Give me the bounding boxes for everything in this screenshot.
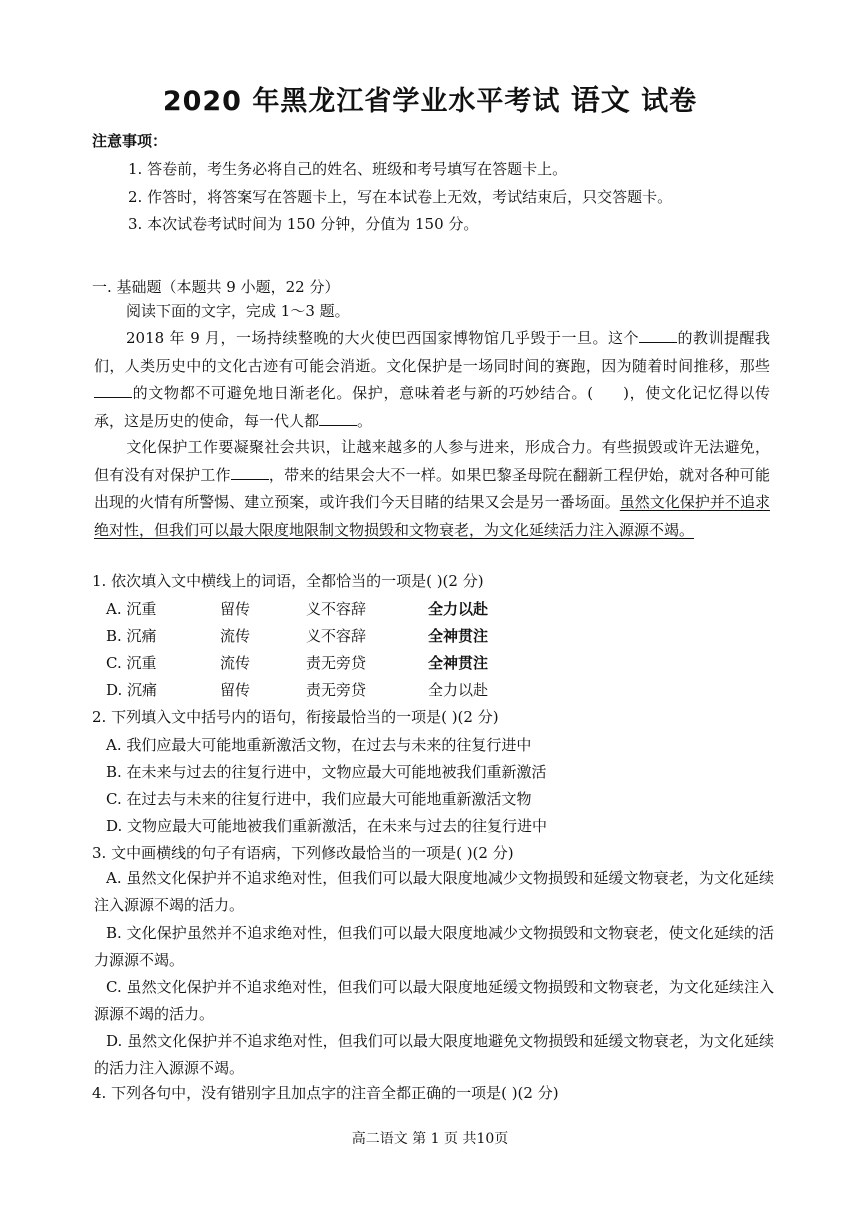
question-4-stem: 4. 下列各句中，没有错别字且加点字的注音全都正确的一项是( )(2 分) (92, 1084, 559, 1102)
question-3-option-c: C. 虽然文化保护并不追求绝对性，但我们可以最大限度地延缓文物损毁和文物衰老，为文化延续注入源源不竭的活力。 (94, 978, 774, 1023)
fill-blank-2 (94, 383, 132, 398)
question-3-option-d: D. 虽然文化保护并不追求绝对性，但我们可以最大限度地避免文物损毁和延缓文物衰老，为文化延续的活力注入源源不竭。 (94, 1032, 774, 1077)
p1-text-e: 。 (357, 411, 373, 430)
question-1-option-c: C. 沉重 流传 责无旁贷 全神贯注 (106, 654, 489, 672)
question-3-stem: 3. 文中画横线的句子有语病，下列修改最恰当的一项是( )(2 分) (92, 844, 514, 862)
title-subject: 语文 (570, 83, 631, 117)
fill-blank-4 (231, 465, 269, 480)
question-1-option-b: B. 沉痛 流传 义不容辞 全神贯注 (106, 627, 489, 645)
reading-instruction (94, 298, 770, 326)
passage-paragraph-2 (94, 434, 770, 544)
title-suffix: 试卷 (630, 86, 698, 117)
p1-text-a: 2018 年 9 月，一场持续整晚的大火使巴西国家博物馆几乎毁于一旦。这个 (126, 329, 639, 347)
question-1-stem: 1. 依次填入文中横线上的词语，全都恰当的一项是( )(2 分) (92, 572, 484, 590)
p1-text-b: 的教训提醒我们，人类历史中的文化古迹有可能会消逝。文化保护是一场同时间的赛跑，因为随着时间推移，那些 (94, 329, 770, 375)
question-2-option-c: C. 在过去与未来的往复行进中，我们应最大可能地重新激活文物 (106, 790, 532, 808)
notice-item-3: 3. 本次试卷考试时间为 150 分钟，分值为 150 分。 (128, 215, 479, 233)
notice-heading: 注意事项： (92, 132, 168, 150)
question-2-option-b: B. 在未来与过去的往复行进中，文物应最大可能地被我们重新激活 (106, 763, 547, 781)
passage-paragraph-1 (94, 325, 770, 435)
title-prefix: 2020 年黑龙江省学业水平考试 (162, 86, 571, 117)
underlined-sentence: 虽然文化保护并不追求绝对性，但我们可以最大限度地限制文物损毁和文物衰老，为文化延续活力注入源源不竭。 (94, 493, 770, 539)
question-1-option-d: D. 沉痛 留传 责无旁贷 全力以赴 (106, 681, 489, 699)
question-3-option-b: B. 文化保护虽然并不追求绝对性，但我们可以最大限度地减少文物损毁和文物衰老，使文化延续的活力源源不竭。 (94, 924, 774, 969)
page-footer: 高二语文 第 1 页 共10页 (351, 1131, 509, 1147)
fill-blank-1 (639, 328, 677, 343)
p1-text-d: )，使文化记忆得以传承，这是历史的使命，每一代人都 (94, 384, 770, 430)
question-1-option-a: A. 沉重 留传 义不容辞 全力以赴 (106, 600, 489, 618)
question-2-option-a: A. 我们应最大可能地重新激活文物，在过去与未来的往复行进中 (106, 736, 532, 754)
question-2-stem: 2. 下列填入文中括号内的语句，衔接最恰当的一项是( )(2 分) (92, 708, 499, 726)
p2-text-b: ，带来的结果会大不一样。如果巴黎圣母院在翻新工程伊始，就对各种可能出现的火情有所警惕、建立预案，或许我们今天目睹的结果又会是另一番场面。 (94, 465, 770, 511)
notice-item-1: 1. 答卷前，考生务必将自己的姓名、班级和考号填写在答题卡上。 (128, 160, 568, 178)
section-heading: 一. 基础题（本题共 9 小题，22 分） (92, 278, 340, 296)
notice-item-2: 2. 作答时，将答案写在答题卡上，写在本试卷上无效，考试结束后，只交答题卡。 (128, 188, 673, 206)
question-3-option-a: A. 虽然文化保护并不追求绝对性，但我们可以最大限度地减少文物损毁和延缓文物衰老，为文化延续注入源源不竭的活力。 (94, 869, 774, 914)
instruction-text: 阅读下面的文字，完成 1～3 题。 (126, 302, 350, 320)
exam-title (0, 78, 860, 119)
p1-text-c: 的文物都不可避免地日渐老化。保护，意味着老与新的巧妙结合。( (132, 384, 594, 402)
question-2-option-d: D. 文物应最大可能地被我们重新激活，在未来与过去的往复行进中 (106, 817, 548, 835)
p2-text-a: 文化保护工作要凝聚社会共识，让越来越多的人参与进来，形成合力。有些损毁或许无法避免，但有没有对保护工作 (94, 438, 770, 484)
fill-blank-3 (319, 411, 357, 426)
